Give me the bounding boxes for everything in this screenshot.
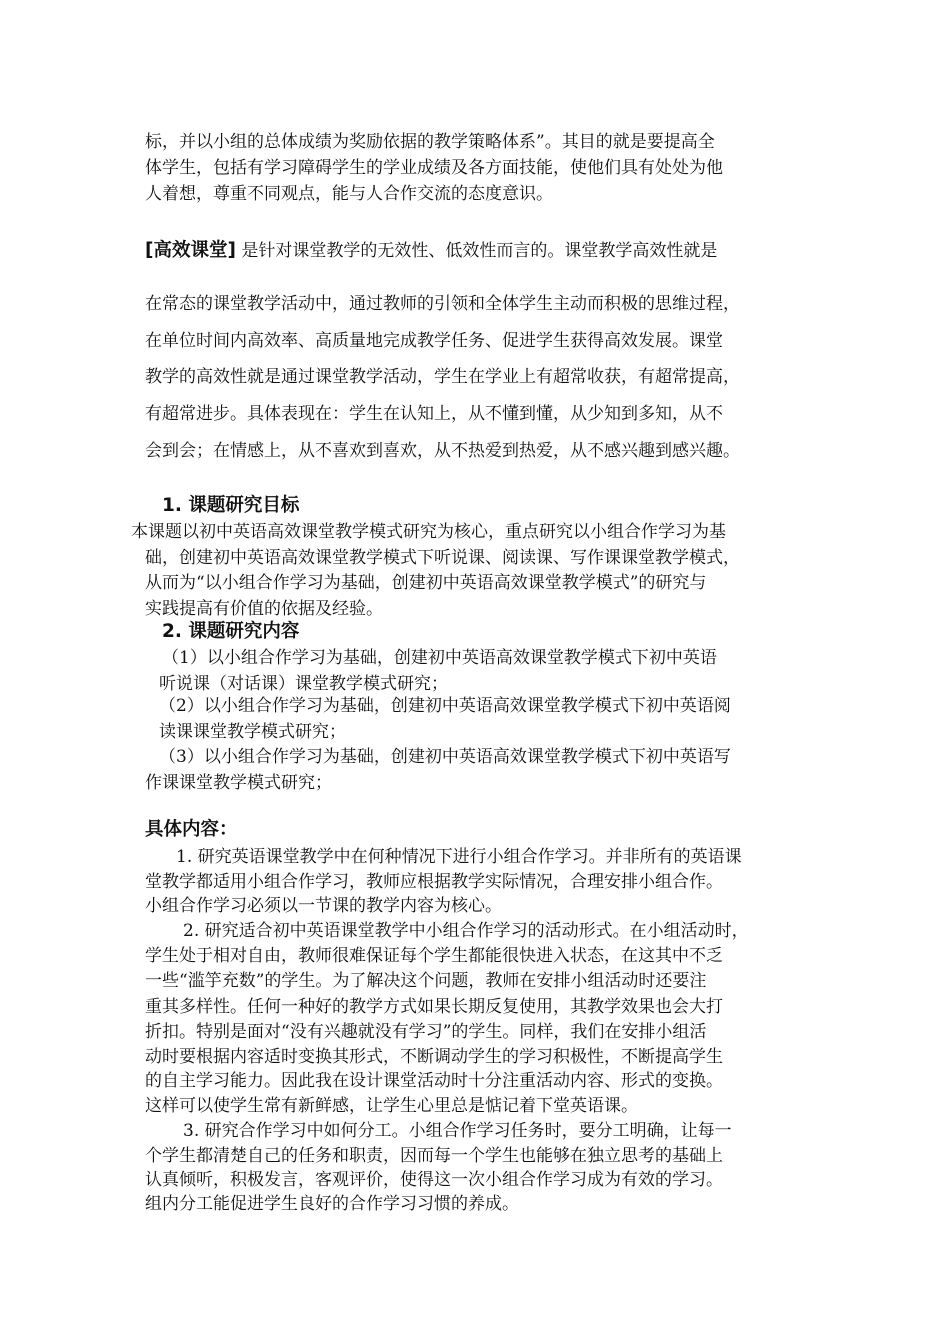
gaoxiao-first-line bbox=[145, 236, 717, 262]
content-heading: 2. 课题研究内容 bbox=[162, 621, 300, 642]
content-line: 读课课堂教学模式研究； bbox=[159, 722, 346, 742]
specific-line: 堂教学都适用小组合作学习，教师应根据教学实际情况，合理安排小组合作。 bbox=[145, 872, 723, 892]
specific-line: 的自主学习能力。因此我在设计课堂活动时十分注重活动内容、形式的变换。 bbox=[145, 1071, 723, 1091]
goal-line: 础，创建初中英语高效课堂教学模式下听说课、阅读课、写作课课堂教学模式， bbox=[145, 548, 740, 568]
specific-line: 组内分工能促进学生良好的合作学习习惯的养成。 bbox=[145, 1194, 519, 1214]
goal-heading: 1. 课题研究目标 bbox=[162, 495, 300, 516]
specific-line: 一些“滥竽充数”的学生。为了解决这个问题，教师在安排小组活动时还要注 bbox=[145, 971, 707, 991]
gaoxiao-line: 会到会；在情感上，从不喜欢到喜欢，从不热爱到热爱，从不感兴趣到感兴趣。 bbox=[145, 441, 740, 461]
specific-line: 1. 研究英语课堂教学中在何种情况下进行小组合作学习。并非所有的英语课 bbox=[176, 847, 742, 867]
specific-line: 动时要根据内容适时变换其形式，不断调动学生的学习积极性，不断提高学生 bbox=[145, 1047, 723, 1067]
specific-line: 认真倾听，积极发言，客观评价，使得这一次小组合作学习成为有效的学习。 bbox=[145, 1170, 723, 1190]
specific-line: 折扣。特别是面对“没有兴趣就没有学习”的学生。同样，我们在安排小组活 bbox=[145, 1022, 707, 1042]
goal-line: 本课题以初中英语高效课堂教学模式研究为核心，重点研究以小组合作学习为基 bbox=[131, 522, 726, 542]
content-line: 作课课堂教学模式研究； bbox=[145, 773, 332, 793]
gaoxiao-line: 在常态的课堂教学活动中，通过教师的引领和全体学生主动而积极的思维过程， bbox=[145, 294, 740, 314]
specific-line: 学生处于相对自由，教师很难保证每个学生都能很快进入状态，在这其中不乏 bbox=[145, 946, 723, 966]
specific-line: 重其多样性。任何一种好的教学方式如果长期反复使用，其教学效果也会大打 bbox=[145, 997, 723, 1017]
gaoxiao-line: 有超常进步。具体表现在：学生在认知上，从不懂到懂，从少知到多知，从不 bbox=[145, 404, 723, 424]
goal-line: 实践提高有价值的依据及经验。 bbox=[145, 599, 383, 619]
intro-line: 体学生，包括有学习障碍学生的学业成绩及各方面技能，使他们具有处处为他 bbox=[145, 158, 723, 178]
goal-line: 从而为“以小组合作学习为基础，创建初中英语高效课堂教学模式”的研究与 bbox=[145, 573, 707, 593]
specific-line: 3. 研究合作学习中如何分工。小组合作学习任务时，要分工明确，让每一 bbox=[183, 1121, 732, 1141]
specific-line: 2. 研究适合初中英语课堂教学中小组合作学习的活动形式。在小组活动时， bbox=[183, 921, 749, 941]
specific-line: 小组合作学习必须以一节课的教学内容为核心。 bbox=[145, 896, 502, 916]
intro-line: 人着想，尊重不同观点，能与人合作交流的态度意识。 bbox=[145, 184, 553, 204]
specific-line: 个学生都清楚自己的任务和职责，因而每一个学生也能够在独立思考的基础上 bbox=[145, 1146, 723, 1166]
gaoxiao-term: [高效课堂] bbox=[145, 240, 236, 261]
content-line: （1）以小组合作学习为基础，创建初中英语高效课堂教学模式下初中英语 bbox=[162, 648, 717, 668]
content-line: （2）以小组合作学习为基础，创建初中英语高效课堂教学模式下初中英语阅 bbox=[159, 696, 731, 716]
content-line: （3）以小组合作学习为基础，创建初中英语高效课堂教学模式下初中英语写 bbox=[159, 747, 731, 767]
gaoxiao-first-line-rest: 是针对课堂教学的无效性、低效性而言的。课堂教学高效性就是 bbox=[235, 241, 718, 261]
intro-line: 标，并以小组的总体成绩为奖励依据的教学策略体系”。其目的就是要提高全 bbox=[145, 132, 715, 152]
specific-heading: 具体内容： bbox=[145, 819, 238, 840]
gaoxiao-line: 教学的高效性就是通过课堂教学活动，学生在学业上有超常收获，有超常提高， bbox=[145, 367, 740, 387]
content-line: 听说课（对话课）课堂教学模式研究； bbox=[159, 674, 448, 694]
gaoxiao-line: 在单位时间内高效率、高质量地完成教学任务、促进学生获得高效发展。课堂 bbox=[145, 331, 723, 351]
specific-line: 这样可以使学生常有新鲜感，让学生心里总是惦记着下堂英语课。 bbox=[145, 1096, 638, 1116]
